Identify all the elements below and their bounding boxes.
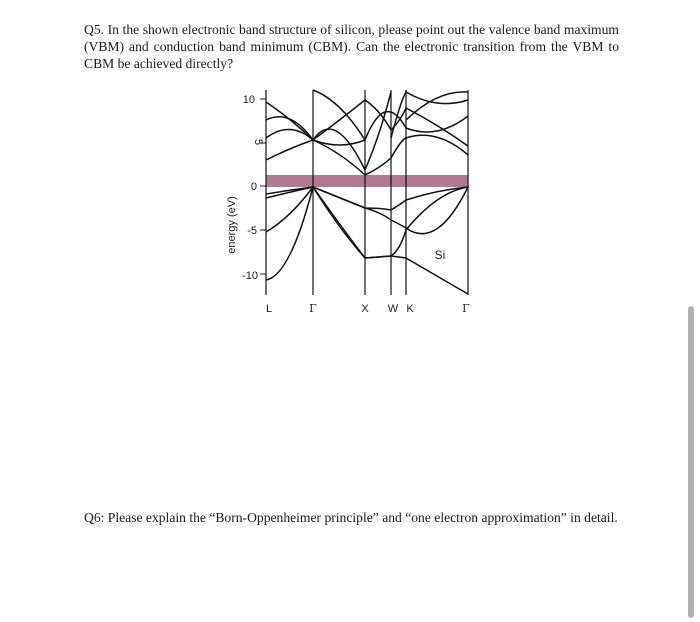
band-structure-figure: [215, 80, 475, 320]
k-label-gamma-2: Γ: [462, 302, 470, 315]
brillouin-zone-lines: [266, 90, 468, 295]
question-6-text: Q6: Please explain the “Born-Oppenheimer principle” and “one electron approximation” in detail.: [84, 510, 618, 525]
y-axis-label: energy (eV): [226, 196, 238, 254]
vertical-scrollbar[interactable]: [688, 306, 694, 618]
question-5-text: Q5. In the shown electronic band structure of silicon, please point out the valence band maximum (VBM) and conduction band minimum (CBM). Can the electronic transition from the VBM to CBM be achieved directly?: [84, 22, 619, 71]
y-tick-10: 10: [242, 94, 255, 106]
energy-bands: [266, 90, 468, 294]
k-label-W: W: [387, 303, 399, 315]
y-tick-minus-5: -5: [247, 225, 257, 237]
y-ticks: [260, 99, 266, 274]
y-tick-0: 0: [250, 181, 257, 193]
y-tick-minus-10: -10: [242, 270, 258, 282]
k-label-L: L: [265, 303, 273, 315]
k-label-X: X: [361, 303, 369, 315]
k-label-K: K: [406, 303, 414, 315]
k-label-gamma-1: Γ: [309, 302, 317, 315]
material-label: Si: [434, 248, 446, 262]
y-tick-5: 5: [252, 138, 264, 146]
band-gap-highlight: [266, 175, 468, 187]
